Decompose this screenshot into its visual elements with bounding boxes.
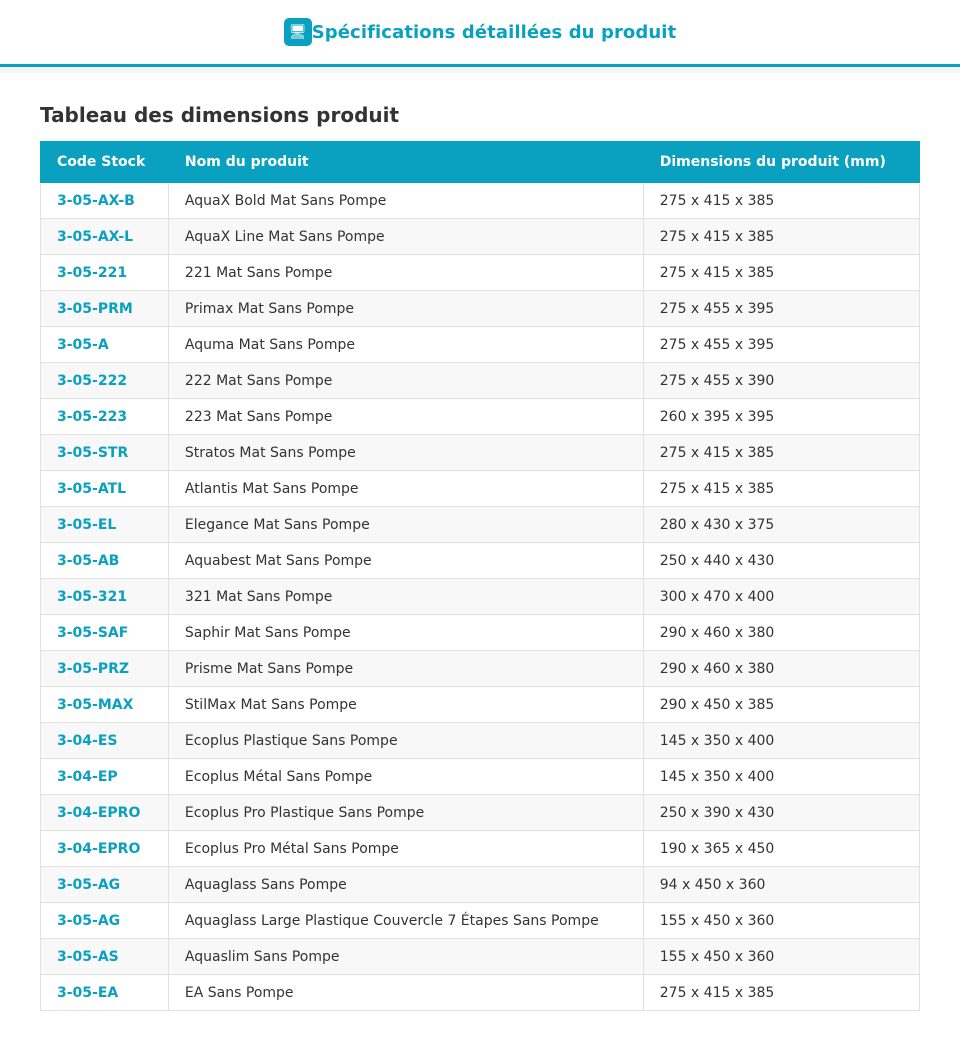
product-name-cell: Stratos Mat Sans Pompe	[168, 435, 643, 471]
product-name-cell: Atlantis Mat Sans Pompe	[168, 471, 643, 507]
product-dimensions-cell: 155 x 450 x 360	[643, 903, 919, 939]
stock-code-cell: 3-05-AX-B	[41, 183, 169, 219]
product-name-cell: EA Sans Pompe	[168, 975, 643, 1011]
stock-code-cell: 3-05-222	[41, 363, 169, 399]
product-dimensions-cell: 260 x 395 x 395	[643, 399, 919, 435]
dimensions-table	[40, 141, 920, 1011]
stock-code-cell: 3-05-AB	[41, 543, 169, 579]
stock-code-cell: 3-05-223	[41, 399, 169, 435]
table-row	[41, 255, 920, 291]
table-row	[41, 831, 920, 867]
table-row	[41, 291, 920, 327]
table-row	[41, 759, 920, 795]
stock-code-cell: 3-05-PRZ	[41, 651, 169, 687]
table-row	[41, 939, 920, 975]
product-name-cell: Ecoplus Pro Plastique Sans Pompe	[168, 795, 643, 831]
stock-code-cell: 3-05-AS	[41, 939, 169, 975]
product-dimensions-cell: 145 x 350 x 400	[643, 723, 919, 759]
product-name-cell: 321 Mat Sans Pompe	[168, 579, 643, 615]
product-name-cell: 221 Mat Sans Pompe	[168, 255, 643, 291]
table-row	[41, 507, 920, 543]
product-dimensions-cell: 145 x 350 x 400	[643, 759, 919, 795]
product-name-cell: Aquaglass Large Plastique Couvercle 7 Étapes Sans Pompe	[168, 903, 643, 939]
stock-code-cell: 3-05-EA	[41, 975, 169, 1011]
product-name-cell: Ecoplus Pro Métal Sans Pompe	[168, 831, 643, 867]
table-row	[41, 399, 920, 435]
stock-code-cell: 3-05-AG	[41, 867, 169, 903]
page-title: Spécifications détaillées du produit	[311, 21, 677, 43]
table-row	[41, 183, 920, 219]
table-row	[41, 471, 920, 507]
table-row	[41, 543, 920, 579]
product-dimensions-cell: 250 x 390 x 430	[643, 795, 919, 831]
product-dimensions-cell: 155 x 450 x 360	[643, 939, 919, 975]
product-name-cell: Aquaslim Sans Pompe	[168, 939, 643, 975]
product-name-cell: Aquabest Mat Sans Pompe	[168, 543, 643, 579]
column-header-code: Code Stock	[41, 142, 169, 183]
product-dimensions-cell: 94 x 450 x 360	[643, 867, 919, 903]
product-dimensions-cell: 275 x 415 x 385	[643, 219, 919, 255]
table-row	[41, 687, 920, 723]
product-name-cell: StilMax Mat Sans Pompe	[168, 687, 643, 723]
table-row	[41, 651, 920, 687]
column-header-name: Nom du produit	[168, 142, 643, 183]
stock-code-cell: 3-05-EL	[41, 507, 169, 543]
stock-code-cell: 3-05-PRM	[41, 291, 169, 327]
stock-code-cell: 3-05-321	[41, 579, 169, 615]
stock-code-cell: 3-05-221	[41, 255, 169, 291]
column-header-dimensions: Dimensions du produit (mm)	[643, 142, 919, 183]
table-row	[41, 867, 920, 903]
section-title: Tableau des dimensions produit	[40, 103, 400, 127]
stock-code-cell: 3-05-AX-L	[41, 219, 169, 255]
table-header-row	[41, 142, 920, 183]
product-dimensions-cell: 190 x 365 x 450	[643, 831, 919, 867]
product-dimensions-cell: 300 x 470 x 400	[643, 579, 919, 615]
table-row	[41, 435, 920, 471]
product-dimensions-cell: 275 x 415 x 385	[643, 975, 919, 1011]
stock-code-cell: 3-05-SAF	[41, 615, 169, 651]
product-name-cell: Saphir Mat Sans Pompe	[168, 615, 643, 651]
product-name-cell: AquaX Bold Mat Sans Pompe	[168, 183, 643, 219]
product-dimensions-cell: 275 x 415 x 385	[643, 471, 919, 507]
product-dimensions-cell: 275 x 415 x 385	[643, 435, 919, 471]
product-name-cell: Ecoplus Métal Sans Pompe	[168, 759, 643, 795]
product-dimensions-cell: 280 x 430 x 375	[643, 507, 919, 543]
main-content	[0, 103, 960, 1011]
stock-code-cell: 3-05-ATL	[41, 471, 169, 507]
table-row	[41, 327, 920, 363]
table-row	[41, 795, 920, 831]
stock-code-cell: 3-04-EPRO	[41, 831, 169, 867]
product-dimensions-cell: 275 x 415 x 385	[643, 183, 919, 219]
product-name-cell: 223 Mat Sans Pompe	[168, 399, 643, 435]
stock-code-cell: 3-05-MAX	[41, 687, 169, 723]
table-row	[41, 903, 920, 939]
table-row	[41, 219, 920, 255]
stock-code-cell: 3-05-AG	[41, 903, 169, 939]
stock-code-cell: 3-05-STR	[41, 435, 169, 471]
stock-code-cell: 3-05-A	[41, 327, 169, 363]
product-dimensions-cell: 290 x 460 x 380	[643, 651, 919, 687]
product-name-cell: 222 Mat Sans Pompe	[168, 363, 643, 399]
table-row	[41, 723, 920, 759]
product-name-cell: Primax Mat Sans Pompe	[168, 291, 643, 327]
header-shadow	[0, 67, 960, 73]
product-dimensions-cell: 275 x 455 x 390	[643, 363, 919, 399]
product-dimensions-cell: 275 x 455 x 395	[643, 291, 919, 327]
product-dimensions-cell: 275 x 455 x 395	[643, 327, 919, 363]
product-dimensions-cell: 290 x 450 x 385	[643, 687, 919, 723]
product-name-cell: Aquaglass Sans Pompe	[168, 867, 643, 903]
table-row	[41, 975, 920, 1011]
stock-code-cell: 3-04-EP	[41, 759, 169, 795]
product-dimensions-cell: 290 x 460 x 380	[643, 615, 919, 651]
page-header	[0, 0, 960, 67]
table-row	[41, 615, 920, 651]
stock-code-cell: 3-04-ES	[41, 723, 169, 759]
product-dimensions-cell: 275 x 415 x 385	[643, 255, 919, 291]
product-name-cell: Aquma Mat Sans Pompe	[168, 327, 643, 363]
table-row	[41, 579, 920, 615]
stock-code-cell: 3-04-EPRO	[41, 795, 169, 831]
header-brand	[284, 18, 677, 46]
product-name-cell: Ecoplus Plastique Sans Pompe	[168, 723, 643, 759]
table-body	[41, 183, 920, 1011]
product-name-cell: AquaX Line Mat Sans Pompe	[168, 219, 643, 255]
product-name-cell: Elegance Mat Sans Pompe	[168, 507, 643, 543]
table-row	[41, 363, 920, 399]
product-dimensions-cell: 250 x 440 x 430	[643, 543, 919, 579]
product-name-cell: Prisme Mat Sans Pompe	[168, 651, 643, 687]
monitor-icon: 🖥	[284, 18, 312, 46]
